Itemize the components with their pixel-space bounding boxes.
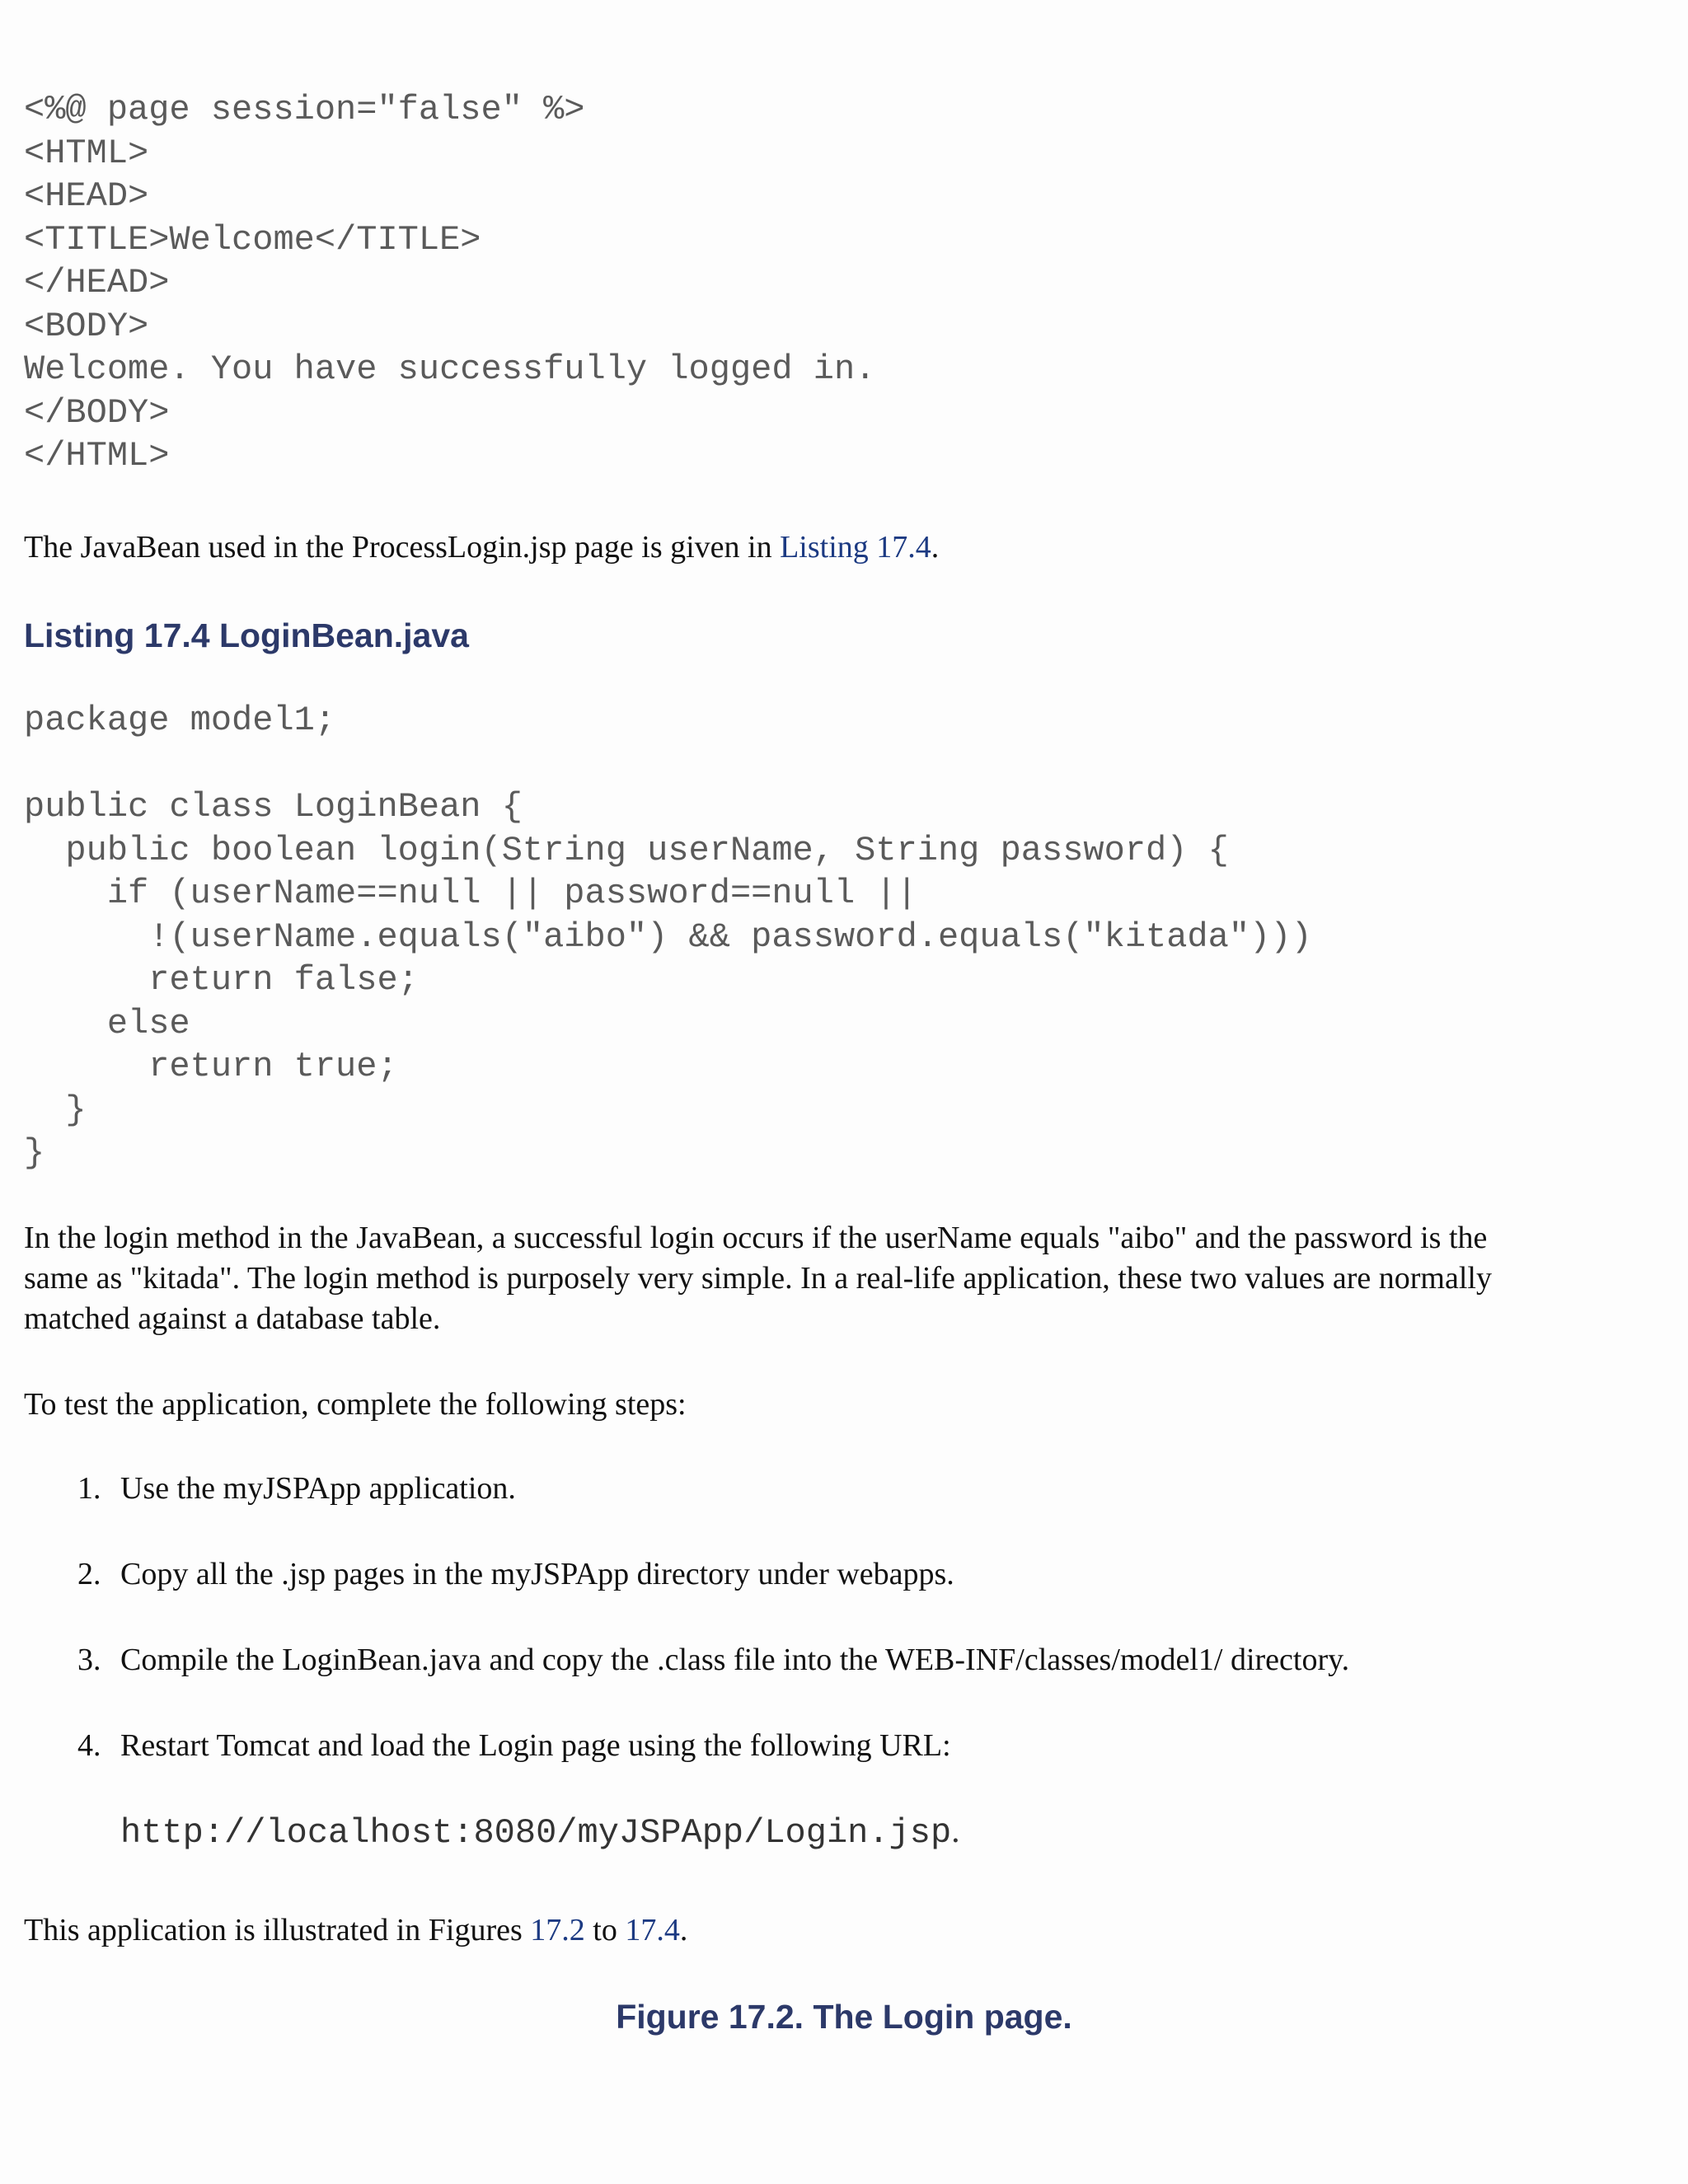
code-line: <BODY> [24,306,149,346]
paragraph-end: . [931,530,940,565]
code-line: public class LoginBean { [24,787,523,827]
url-text: http://localhost:8080/myJSPApp/Login.jsp [120,1813,952,1853]
step-number: 1. [77,1471,101,1506]
step-text: Use the myJSPApp application. [120,1471,516,1506]
step-text: Compile the LoginBean.java and copy the .class file into the WEB-INF/classes/model1/ directory. [120,1643,1350,1677]
code-line: </HTML> [24,436,170,476]
code-line: </HEAD> [24,263,170,302]
code-line: </BODY> [24,392,170,433]
code-line: public boolean login(String userName, String password) { [24,830,1229,870]
paragraph-test-intro: To test the application, complete the following steps: [24,1387,687,1422]
code-line: !(userName.equals("aibo") && password.equals("kitada"))) [24,916,1312,957]
paragraph-text: The JavaBean used in the ProcessLogin.jsp page is given in [24,530,781,565]
listing-heading: Listing 17.4 LoginBean.java [24,616,469,654]
step-number: 4. [77,1728,101,1763]
code-line: <HEAD> [24,176,149,216]
code-line: <TITLE>Welcome</TITLE> [24,219,481,260]
code-line: if (userName==null || password==null || [24,874,917,913]
list-item [77,1470,516,1507]
code-block-loginbean [24,699,1312,1175]
step-number: 2. [77,1557,101,1591]
code-line: <%@ page session="false" %> [24,90,585,129]
figure-caption: Figure 17.2. The Login page. [616,1998,1072,2036]
paragraph-login-method [24,1218,1492,1339]
link-figure-17-4[interactable]: 17.4 [625,1913,680,1947]
step-number: 3. [77,1643,101,1677]
list-item [77,1642,1349,1678]
list-item [77,1556,954,1592]
login-url [120,1811,960,1853]
link-figure-17-2[interactable]: 17.2 [530,1913,585,1947]
paragraph-line: matched against a database table. [24,1301,441,1336]
url-end: . [951,1812,960,1850]
code-line: <HTML> [24,133,149,173]
paragraph-javabean-intro [24,527,939,568]
code-line: Welcome. You have successfully logged in. [24,349,876,389]
link-listing-17-4[interactable]: Listing 17.4 [780,530,931,565]
paragraph-end: . [679,1913,688,1947]
code-line: else [24,1003,190,1043]
code-line: } [24,1133,45,1173]
code-line: return false; [24,960,419,1000]
code-line: return true; [24,1047,398,1086]
step-text: Copy all the .jsp pages in the myJSPApp directory under webapps. [120,1557,954,1591]
paragraph-line: same as "kitada". The login method is purposely very simple. In a real-life application, these two values are normally [24,1261,1492,1296]
paragraph-figures [24,1910,687,1951]
list-item [77,1727,951,1764]
paragraph-line: In the login method in the JavaBean, a successful login occurs if the userName equals "aibo" and the password is the [24,1221,1488,1255]
step-text: Restart Tomcat and load the Login page using the following URL: [120,1728,951,1763]
paragraph-text: This application is illustrated in Figures [24,1913,531,1947]
code-line: } [24,1090,87,1130]
code-line: package model1; [24,701,336,740]
paragraph-text: to [584,1913,626,1947]
code-block-welcome-jsp [24,88,875,478]
